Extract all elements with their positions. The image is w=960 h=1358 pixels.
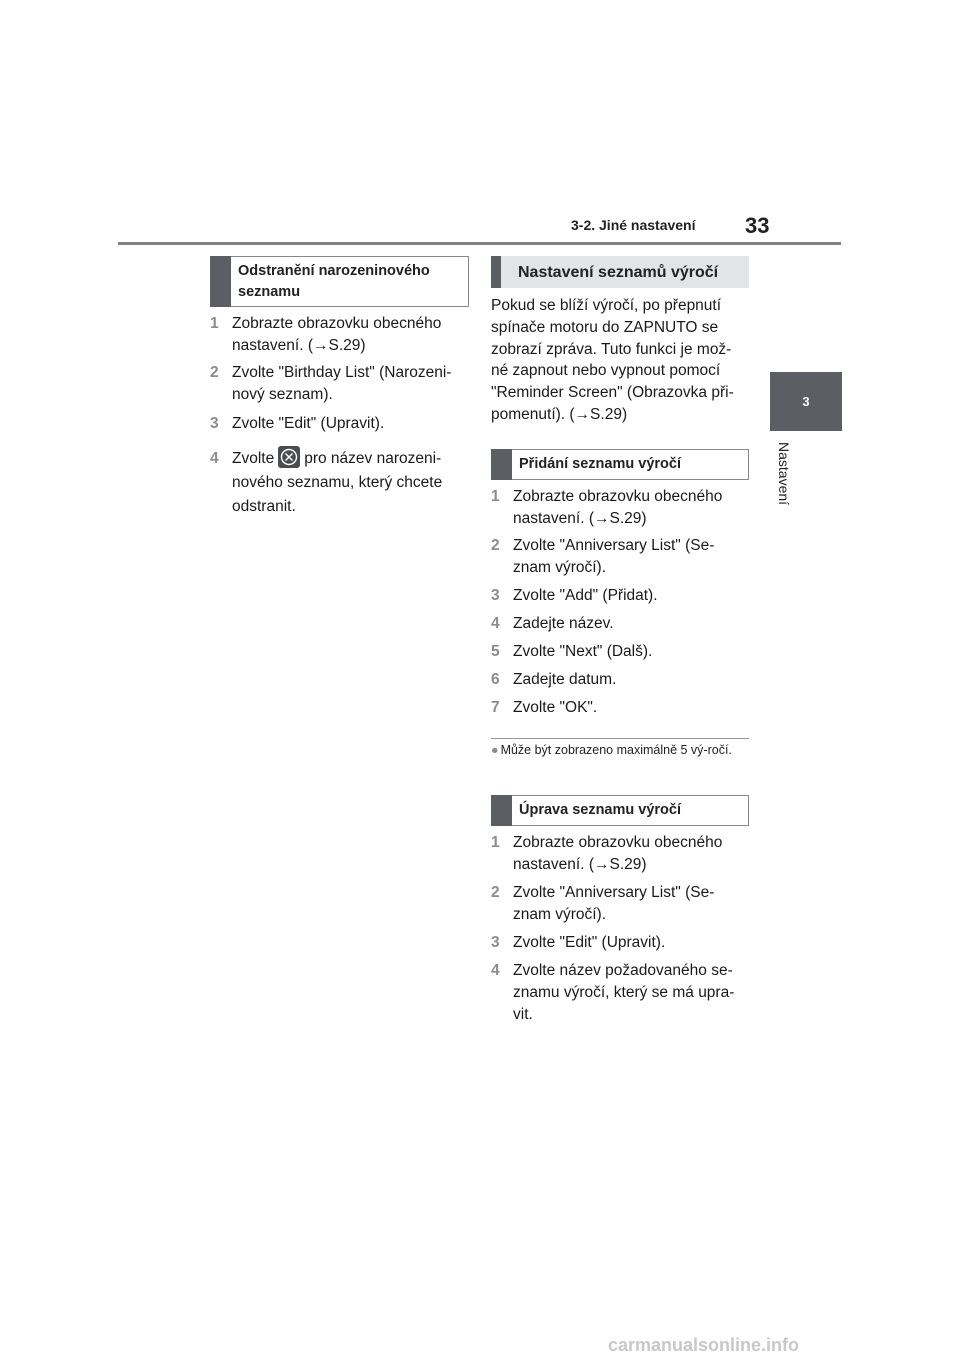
step-number: 4 [491,962,500,979]
left-heading-box [210,256,469,307]
add-step-3 [491,585,749,607]
right-main-heading: Nastavení seznamů výročí [518,263,719,281]
section-title: 3-2. Jiné nastavení [571,217,696,233]
step-number: 7 [491,699,500,716]
step-text-after: pro název narozeni- [304,450,442,467]
bullet-icon: ● [491,743,499,757]
add-step-4 [491,613,749,635]
right-main-heading-box [491,256,749,288]
step-number: 5 [491,643,500,660]
add-heading: Přidání seznamu výročí [519,456,681,472]
add-heading-box [491,449,749,480]
step-text: Zvolte "OK". [513,699,598,716]
step-text: Zobrazte obrazovku obecného nastavení. (→S.29) [513,488,723,527]
add-step-6 [491,669,749,691]
edit-step-1 [491,832,749,876]
step-number: 2 [491,884,500,901]
step-number: 3 [491,587,500,604]
chapter-tab: 3 [770,372,842,431]
step-text: Zadejte název. [513,615,614,632]
header-rule [118,242,841,245]
step-text: Zvolte "Edit" (Upravit). [513,934,666,951]
edit-heading-box [491,795,749,826]
step-number: 4 [210,450,219,467]
edit-step-2 [491,882,749,926]
step-text: Zobrazte obrazovku obecného nastavení. (→S.29) [232,315,442,354]
edit-step-3 [491,932,749,954]
left-step-1 [210,313,468,357]
note-divider [491,738,749,739]
add-step-1 [491,486,749,530]
left-step-4 [210,447,468,519]
step-number: 2 [210,364,219,381]
step-number: 2 [491,537,500,554]
add-step-2 [491,535,749,579]
step-number: 6 [491,671,500,688]
chapter-label-text: Nastavení [776,442,792,506]
step-text: Zvolte "Anniversary List" (Se-znam výročí). [513,884,715,923]
step-text: Zvolte "Anniversary List" (Se-znam výročí). [513,537,715,576]
note [491,743,751,757]
step-number: 1 [491,834,500,851]
step-text: Zvolte název požadovaného se-znamu výročí, který se má upra-vit. [513,962,735,1023]
step-text: Zobrazte obrazovku obecného nastavení. (→S.29) [513,834,723,873]
left-heading: Odstranění narozeninového seznamu [238,262,430,300]
add-step-5 [491,641,749,663]
step-text: Zvolte "Edit" (Upravit). [232,415,385,432]
step-number: 1 [210,315,219,332]
step-text: Zvolte "Birthday List" (Narozeni-nový seznam). [232,364,452,403]
add-step-7 [491,697,749,719]
step-text: Zadejte datum. [513,671,617,688]
edit-step-4 [491,960,749,1026]
left-step-3 [210,413,468,435]
step-text [210,447,468,519]
step-number: 3 [210,415,219,432]
step-text-before: Zvolte [232,450,275,467]
step-number: 3 [491,934,500,951]
left-step-2 [210,362,468,406]
watermark: carmanualsonline.info [608,1335,800,1355]
step-number: 4 [491,615,500,632]
intro-paragraph: Pokud se blíží výročí, po přepnutí spínače motoru do ZAPNUTO se zobrazí zpráva. Tuto funkci je mož-né zapnout nebo vypnout pomocí "Reminder Screen" (Obrazovka při-pomenutí). (→S.29) [491,297,734,423]
note-text: Může být zobrazeno maximálně 5 vý-ročí. [500,743,732,757]
step-text-rest: nového seznamu, který chcete odstranit. [232,474,443,515]
chapter-label [770,440,818,520]
edit-heading: Úprava seznamu výročí [519,802,681,818]
step-text: Zvolte "Add" (Přidat). [513,587,658,604]
page-number: 33 [745,213,770,238]
step-text: Zvolte "Next" (Dalš). [513,643,653,660]
step-number: 1 [491,488,500,505]
delete-x-icon [278,446,300,468]
